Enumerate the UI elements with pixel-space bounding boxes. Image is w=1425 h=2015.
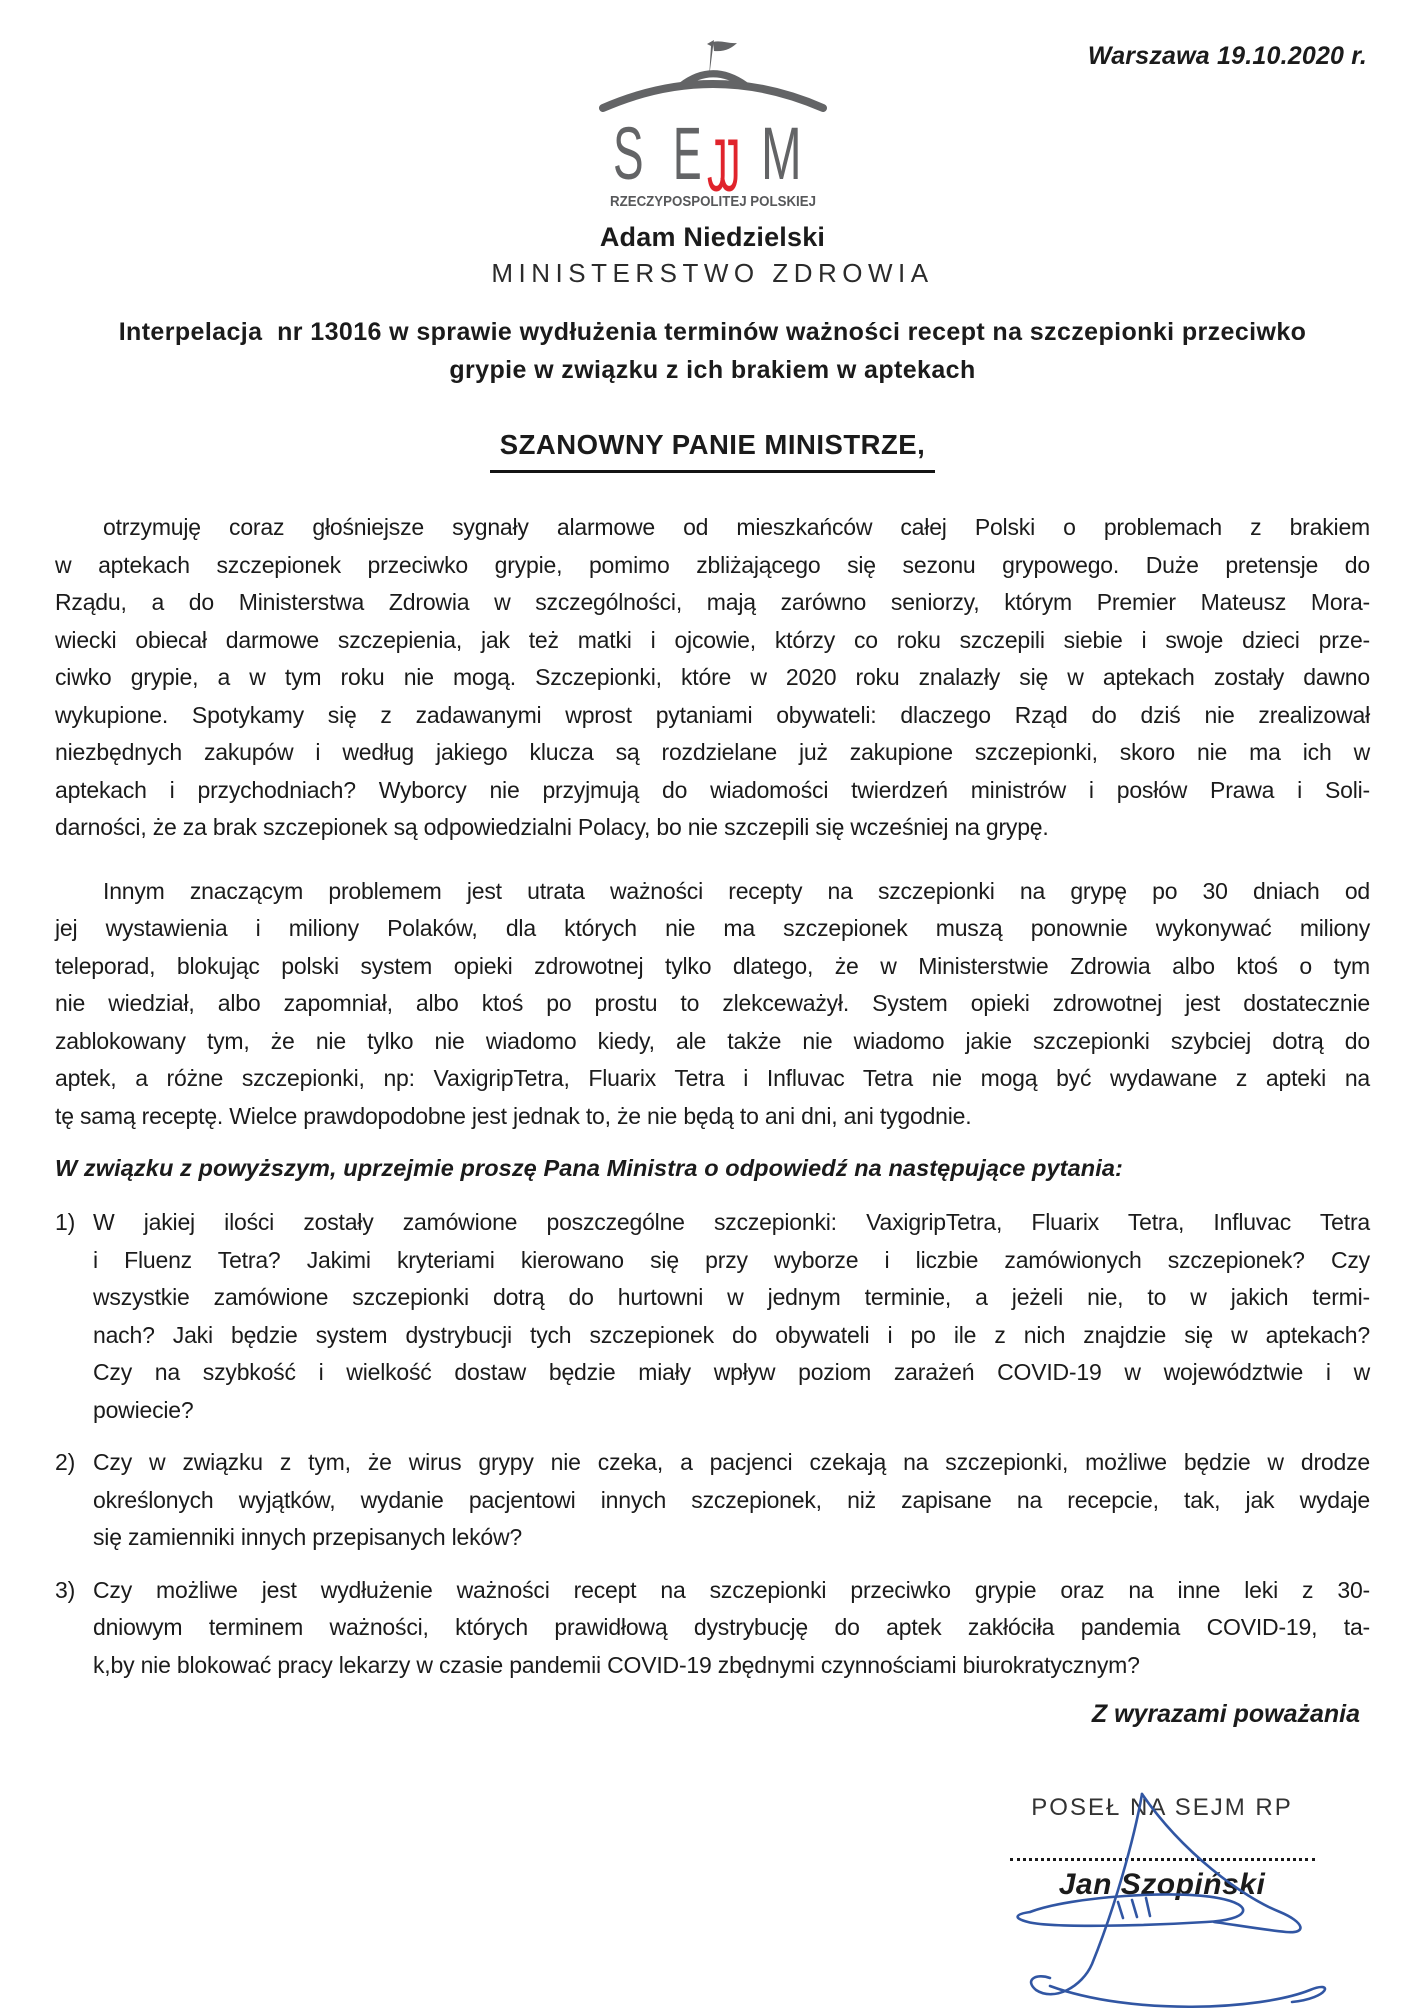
closing-phrase: Z wyrazami poważania — [1091, 1700, 1360, 1728]
signature-dotted-line — [1010, 1858, 1315, 1861]
logo-letter-s: S — [612, 112, 644, 196]
date-line: Warszawa 19.10.2020 r. — [1087, 42, 1367, 70]
logo-caption: RZECZYPOSPOLITEJ POLSKIEJ — [609, 194, 816, 210]
question-text: Czy w związku z tym, że wirus grypy nie czeka, a pacjenci czekają na szczepionki, możliwe będzie w drodze określonych wyjątków, wydanie pacjentowi innych szczepionek, niż zapisane na recepcie, tak, jak wydaje się zamienniki innych przepisanych leków? — [93, 1449, 1370, 1550]
signature-block — [992, 1794, 1332, 2015]
question-text: W jakiej ilości zostały zamówione poszczególne szczepionki: VaxigripTetra, Fluarix Tetra, Influvac Tetra i Fluenz Tetra? Jakimi kryteriami kierowano się przy wyborze i liczbie zamówionych szczepionek? Czy wszystkie zamówione szczepionki dotrą do hurtowni w jednym terminie, a jeżeli nie, to w jakich termi- nach? Jaki będzie system dystrybucji tych szczepionek do obywateli i po ile z nich znajdzie się w aptekach? Czy na szybkość i wielkość dostaw będzie miały wpływ poziom zarażeń COVID-19 w województwie i w powiecie? — [93, 1209, 1370, 1423]
sejm-logo — [55, 0, 1370, 210]
question-number: 1) — [55, 1209, 76, 1235]
question-item-3 — [55, 1572, 1370, 1685]
question-text: Czy możliwe jest wydłużenie ważności recept na szczepionki przeciwko grypie oraz na inne leki z 30- dniowym terminem ważności, których prawidłową dystrybucję do aptek zakłóciła pandemia COVID-19, ta- k,by nie blokować pracy lekarzy w czasie pandemii COVID-19 zbędnymi czynnościami biurokratycznym? — [93, 1576, 1370, 1678]
salutation-row — [55, 429, 1370, 473]
question-number: 2) — [55, 1449, 76, 1475]
recipient-institution: MINISTERSTWO ZDROWIA — [491, 258, 934, 288]
document-title-line2: grypie w związku z ich brakiem w aptekach — [449, 356, 976, 384]
dome-arc — [603, 84, 823, 108]
question-number: 3) — [55, 1576, 76, 1603]
document-title — [55, 313, 1370, 389]
salutation: SZANOWNY PANIE MINISTRZE, — [490, 429, 936, 473]
recipient-name: Adam Niedzielski — [599, 222, 826, 252]
paragraph-1: otrzymuję coraz głośniejsze sygnały alarmowe od mieszkańców całej Polski o problemach z brakiem w aptekach szczepionek przeciwko grypie, pomimo zbliżającego się sezonu grypowego. Duże pretensje do Rządu, a do Ministerstwa Zdrowia w szczególności, mają zarówno seniorzy, którym Premier Mateusz Mora- wiecki obiecał darmowe szczepienia, jak też matki i ojcowie, którzy co roku szczepili siebie i swoje dzieci prze- ciwko grypie, a w tym roku nie mogą. Szczepionki, które w 2020 roku znalazły się w aptekach zostały dawno wykupione. Spotykamy się z zadawanymi wprost pytaniami obywateli: dlaczego Rząd do dziś nie zrealizował niezbędnych zakupów i według jakiego klucza są rozdzielane już zakupione szczepionki, skoro nie ma ich w aptekach i przychodniach? Wyborcy nie przyjmują do wiadomości twierdzeń ministrów i posłów Prawa i Soli- darności, że za brak szczepionek są odpowiedzialni Polacy, bo nie szczepili się wcześniej na grypę. — [55, 514, 1370, 840]
logo-letter-m: M — [760, 112, 802, 196]
sejm-logo-graphic — [597, 34, 829, 210]
request-line: W związku z powyższym, uprzejmie proszę Pana Ministra o odpowiedź na następujące pytania: — [55, 1155, 1123, 1181]
question-item-1 — [55, 1204, 1370, 1429]
recipient-block — [55, 222, 1370, 289]
logo-letter-e: E — [672, 111, 702, 195]
paragraph-2: Innym znaczącym problemem jest utrata ważności recepty na szczepionki na grypę po 30 dniach od jej wystawienia i miliony Polaków, dla których nie ma szczepionek muszą ponownie wykonywać miliony teleporad, blokując polski system opieki zdrowotnej tylko dlatego, że w Ministerstwie Zdrowia albo ktoś o tym nie wiedział, albo zapomniał, albo ktoś po prostu to zlekceważył. System opieki zdrowotnej jest dostatecznie zablokowany tym, że nie tylko nie wiadomo kiedy, ale także nie wiadomo jakie szczepionki szybciej dotrą do aptek, a różne szczepionki, np: VaxigripTetra, Fluarix Tetra i Influvac Tetra nie mogą być wydawane z apteki na tę samą receptę. Wielce prawdopodobne jest jednak to, że nie będą to ani dni, ani tygodnie. — [55, 877, 1370, 1129]
signer-name: Jan Szopiński — [1058, 1868, 1266, 1901]
question-item-2 — [55, 1444, 1370, 1557]
logo-letters-jj: JJ — [706, 124, 733, 208]
document-title-line1: Interpelacja nr 13016 w sprawie wydłużenia terminów ważności recept na szczepionki przeciwko — [118, 318, 1307, 346]
questions-list — [55, 1204, 1370, 1684]
signer-role: POSEŁ NA SEJM RP — [1031, 1794, 1293, 1821]
